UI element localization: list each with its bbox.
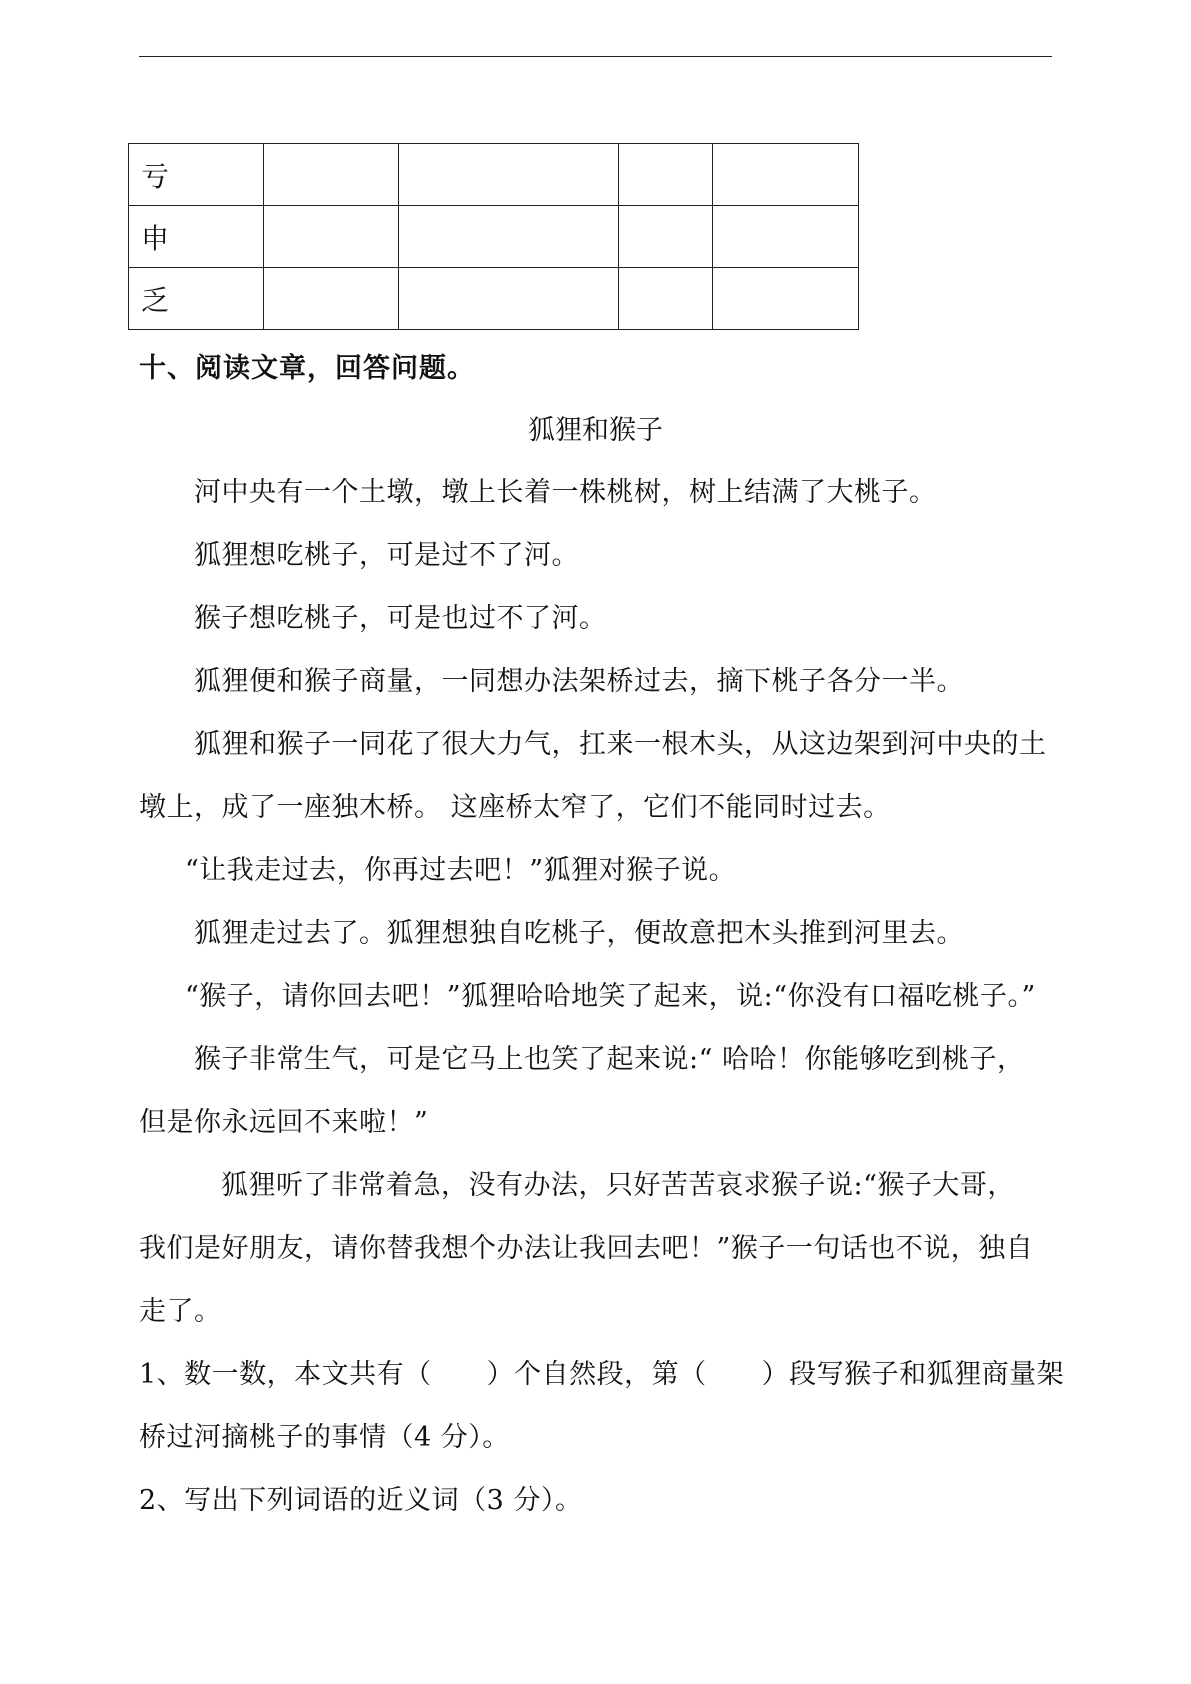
story-title: 狐狸和猴子 [528, 415, 663, 446]
story-line: 狐狸和猴子一同花了很大力气，扛来一根木头，从这边架到河中央的土 [194, 729, 1047, 760]
table-cell [399, 144, 619, 206]
table-cell [399, 206, 619, 268]
table-cell [619, 144, 713, 206]
table-cell [619, 268, 713, 330]
section-heading: 十、阅读文章，回答问题。 [139, 353, 475, 384]
table-row [129, 268, 859, 330]
table-cell [713, 144, 859, 206]
story-line: 走了。 [139, 1296, 222, 1327]
story-line: 狐狸听了非常着急，没有办法，只好苦苦哀求猴子说:“猴子大哥， [221, 1170, 1015, 1201]
story-line: 猴子非常生气，可是它马上也笑了起来说:“ 哈哈！你能够吃到桃子， [194, 1044, 1025, 1075]
story-line: 狐狸便和猴子商量，一同想办法架桥过去，摘下桃子各分一半。 [194, 666, 964, 697]
table-cell [264, 206, 399, 268]
question-line: 2、写出下列词语的近义词（3 分）。 [139, 1485, 583, 1516]
story-line: “让我走过去，你再过去吧！”狐狸对猴子说。 [185, 855, 737, 886]
header-rule [139, 56, 1052, 57]
table-char-cell: 申 [129, 206, 264, 268]
table-cell [713, 268, 859, 330]
table-char-cell: 亏 [129, 144, 264, 206]
character-table [128, 143, 859, 330]
table-cell [619, 206, 713, 268]
story-line: “猴子，请你回去吧！”狐狸哈哈地笑了起来，说:“你没有口福吃桃子。” [185, 981, 1036, 1012]
table-cell [713, 206, 859, 268]
story-line: 河中央有一个土墩，墩上长着一株桃树，树上结满了大桃子。 [194, 477, 937, 508]
story-line: 猴子想吃桃子，可是也过不了河。 [194, 603, 607, 634]
table-cell [399, 268, 619, 330]
story-line: 但是你永远回不来啦！” [139, 1107, 429, 1138]
story-line: 狐狸走过去了。狐狸想独自吃桃子，便故意把木头推到河里去。 [194, 918, 964, 949]
table-row [129, 144, 859, 206]
story-line: 墩上，成了一座独木桥。 这座桥太窄了，它们不能同时过去。 [139, 792, 891, 823]
question-line: 桥过河摘桃子的事情（4 分）。 [139, 1422, 510, 1453]
story-line: 我们是好朋友，请你替我想个办法让我回去吧！”猴子一句话也不说，独自 [139, 1233, 1034, 1264]
table-cell [264, 268, 399, 330]
question-line: 1、数一数，本文共有（ ）个自然段，第（ ）段写猴子和狐狸商量架 [139, 1359, 1065, 1390]
table-char-cell: 乏 [129, 268, 264, 330]
table-cell [264, 144, 399, 206]
table-row [129, 206, 859, 268]
story-line: 狐狸想吃桃子，可是过不了河。 [194, 540, 579, 571]
